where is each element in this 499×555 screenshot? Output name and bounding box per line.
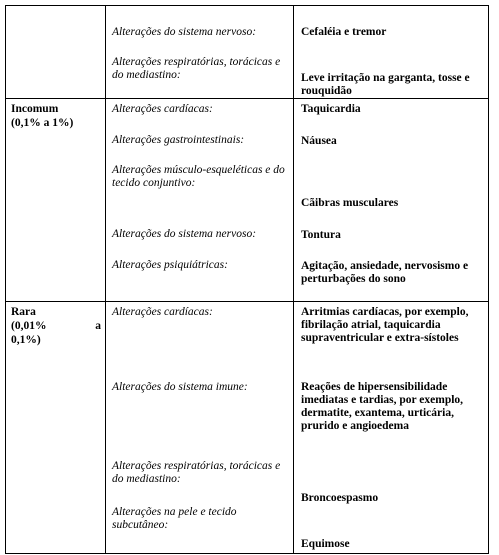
frequency-range-start: (0,01% xyxy=(11,320,47,332)
system-cell: Alterações psiquiátricas: xyxy=(112,259,228,271)
effect-cell: Tontura xyxy=(301,229,341,241)
effect-cell: Cefaléia e tremor xyxy=(301,26,387,38)
system-cell: Alterações gastrointestinais: xyxy=(112,134,245,146)
effect-cell: Náusea xyxy=(301,135,337,147)
row-divider-1 xyxy=(6,98,488,99)
column-divider-2 xyxy=(293,6,294,553)
system-cell: Alterações respiratórias, torácicas e do mediastino: xyxy=(112,56,281,81)
system-cell: Alterações do sistema nervoso: xyxy=(112,228,257,240)
frequency-range-end: 0,1%) xyxy=(11,334,41,346)
system-cell: Alterações cardíacas: xyxy=(112,103,213,115)
frequency-range-sep: a xyxy=(95,320,101,332)
frequency-range xyxy=(11,320,101,333)
effect-cell: Equimose xyxy=(301,538,350,550)
frequency-label: Rara xyxy=(11,306,36,318)
effect-cell: Reações de hipersensibilidade imediatas e tardias, por exemplo, dermatite, exantema, urticária, prurido e angioedema xyxy=(301,381,464,432)
frequency-label: Incomum xyxy=(11,103,59,115)
system-cell: Alterações respiratórias, torácicas e do mediastino: xyxy=(112,460,281,485)
effect-cell: Taquicardia xyxy=(301,103,361,115)
system-cell: Alterações do sistema imune: xyxy=(112,381,248,393)
effect-cell: Cãibras musculares xyxy=(301,197,399,209)
row-divider-2 xyxy=(6,301,488,302)
effect-cell: Arritmias cardíacas, por exemplo, fibrilação atrial, taquicardia supraventricular e extra-sístoles xyxy=(301,306,469,344)
effect-cell: Leve irritação na garganta, tosse e rouquidão xyxy=(301,72,470,97)
effect-cell: Broncoespasmo xyxy=(301,492,379,504)
effect-cell: Agitação, ansiedade, nervosismo e perturbações do sono xyxy=(301,260,469,285)
column-divider-1 xyxy=(105,6,106,553)
system-cell: Alterações músculo-esqueléticas e do tecido conjuntivo: xyxy=(112,164,285,189)
system-cell: Alterações do sistema nervoso: xyxy=(112,26,257,38)
adverse-effects-table xyxy=(5,5,489,554)
system-cell: Alterações cardíacas: xyxy=(112,306,213,318)
frequency-range: (0,1% a 1%) xyxy=(11,117,74,129)
system-cell: Alterações na pele e tecido subcutâneo: xyxy=(112,506,237,531)
